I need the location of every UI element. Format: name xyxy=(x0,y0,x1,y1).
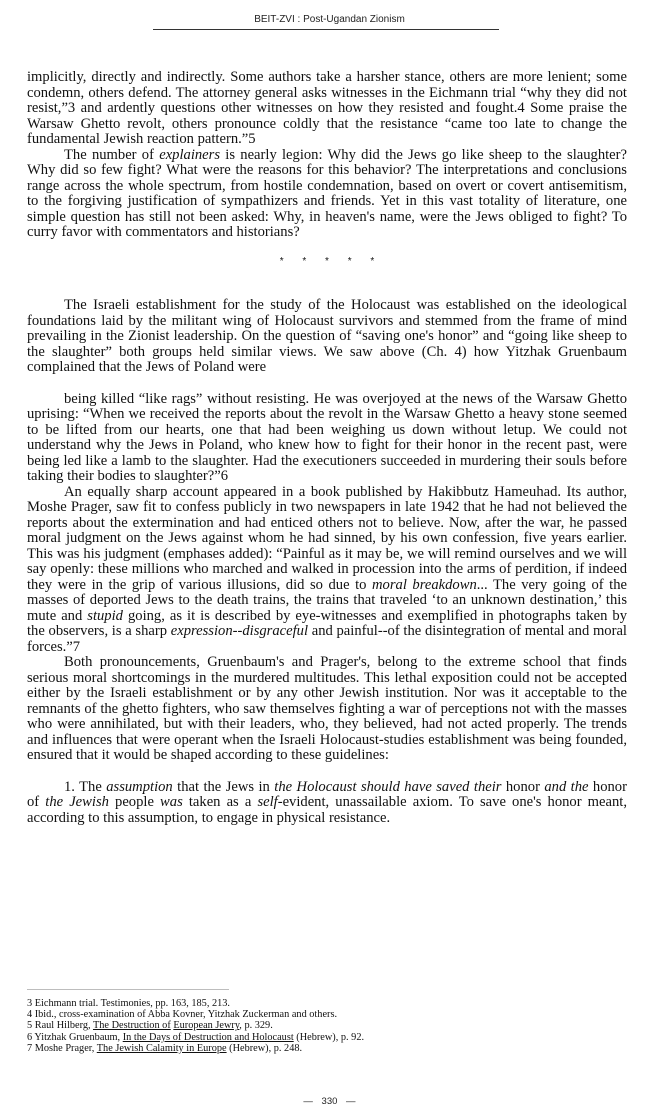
footnote-6: 6 Yitzhak Gruenbaum, In the Days of Destruction and Holocaust (Hebrew), p. 92. xyxy=(27,1031,365,1043)
footnote-5: 5 Raul Hilberg, The Destruction of European Jewry, p. 329. xyxy=(27,1020,273,1032)
running-head: BEIT-ZVI : Post-Ugandan Zionism xyxy=(254,14,405,25)
emphasis: explainers xyxy=(159,146,221,163)
paragraph-2: The number of explainers is nearly legion: Why did the Jews go like sheep to the slaughter? Why did so few fight? What were the reasons for this behavior? The interpretations and conclusions range across the whole spectrum, from hostile condemnation, based on overt or covert antisemitism, to the forgiving justification of sympathizers and friends. Yet in this vast totality of literature, one simple question has still not been asked: Why, in heaven's name, were the Jews obliged to fight? To curry favor with commentators and historians? xyxy=(27,146,627,240)
emphasis: self xyxy=(257,794,278,810)
emphasis: assumption xyxy=(106,778,173,795)
book-title: The Destruction of xyxy=(92,1020,171,1032)
footnote-separator xyxy=(27,989,229,990)
list-item-1: 1. The assumption that the Jews in the Holocaust should have saved their honor and the honor of the Jewish people was taken as a self-evident, unassailable axiom. To save one's honor meant, according to this assumption, to engage in physical resistance. xyxy=(27,778,627,826)
emphasis: and the xyxy=(544,778,589,795)
running-head-rule xyxy=(153,29,499,30)
emphasis: expression--disgraceful xyxy=(170,623,309,639)
paragraph-6: Both pronouncements, Gruenbaum's and Prager's, belong to the extreme school that finds serious moral shortcomings in the murdered multitudes. This lethal exposition could not be accepted either by the Israeli establishment or by any other Jewish institution. Nor was it acceptable to the remnants of the ghetto fighters, who saw themselves fighting a war of perceptions not with the masses who were annihilated, but with their leaders, who, they believed, had not acted properly. The trends and influences that were operant when the Israeli Holocaust-studies establishment was being founded, ensured that it would be shaped according to these guidelines: xyxy=(27,654,627,763)
section-separator: * * * * * xyxy=(279,255,383,267)
footnote-7: 7 Moshe Prager, The Jewish Calamity in Europe (Hebrew), p. 248. xyxy=(27,1042,303,1054)
paragraph-4: being killed “like rags” without resisting. He was overjoyed at the news of the Warsaw Ghetto uprising: “When we received the reports about the revolt in the Warsaw Ghetto a heavy stone seemed to be lifted from our hearts, one that had been weighing us down without letup. We could not understand why the Jews in Poland, who knew how to fight for their honor in the recent past, were being led like a lamb to the slaughter. Had the executioners succeeded in murdering their souls before taking their bodies to slaughter?”6 xyxy=(27,390,627,484)
footnotes xyxy=(27,998,627,1054)
list-number: 1. xyxy=(64,778,75,795)
page-number: — 330 — xyxy=(303,1096,356,1107)
book-title: In the Days of Destruction and Holocaust xyxy=(122,1031,294,1043)
emphasis: stupid xyxy=(87,607,123,624)
book-title: European Jewry xyxy=(173,1020,240,1032)
paragraph-3: The Israeli establishment for the study of the Holocaust was established on the ideological foundations laid by the militant wing of Holocaust survivors and stemmed from the frame of mind prevailing in the Zionist leadership. On the question of “saving one's honor” and “going like sheep to the slaughter” both groups held similar views. We saw above (Ch. 4) how Yitzhak Gruenbaum complained that the Jews of Poland were xyxy=(27,297,627,375)
body-text xyxy=(27,70,627,826)
emphasis: the Holocaust should have saved their xyxy=(274,778,502,795)
book-title: The Jewish Calamity in Europe xyxy=(96,1042,227,1054)
emphasis: was xyxy=(160,794,183,810)
emphasis: moral breakdown xyxy=(372,576,477,593)
paragraph-5: An equally sharp account appeared in a book published by Hakibbutz Hameuhad. Its author, Moshe Prager, saw fit to confess publicly in two newspapers in late 1942 that he had not believed the reports about the extermination and had enticed others not to believe. Now, after the war, he passed moral judgment on the Jews against whom he had sinned, by his own confession, five years earlier. This was his judgment (emphases added): “Painful as it may be, we will remind ourselves and we will say openly: these millions who marched and walked in procession into the arms of perdition, if indeed they were in the grip of various illusions, did so due to moral breakdown... The very going of the masses of deported Jews to the death trains, the trains that traveled ‘to an unknown destination,’ this mute and stupid going, as it is described by eye-witnesses and exemplified in photographs taken by the observers, is a sharp expression--disgraceful and painful--of the disintegration of mental and moral forces.”7 xyxy=(27,483,628,655)
paragraph-1: implicitly, directly and indirectly. Some authors take a harsher stance, others are more lenient; some condemn, others defend. The attorney general asks witnesses in the Eichmann trial “why they did not resist,”3 and ardently questions other witnesses on how they resisted and fought.4 Some praise the Warsaw Ghetto revolt, others pronounce coldly that the resistance “came too late to change the fundamental Jewish reaction pattern.”5 xyxy=(27,69,627,147)
footnote-3: 3 Eichmann trial. Testimonies, pp. 163, 185, 213. xyxy=(27,998,231,1009)
footnote-4: 4 Ibid., cross-examination of Abba Kovner, Yitzhak Zuckerman and others. xyxy=(27,1009,338,1021)
emphasis: the Jewish xyxy=(45,794,109,810)
